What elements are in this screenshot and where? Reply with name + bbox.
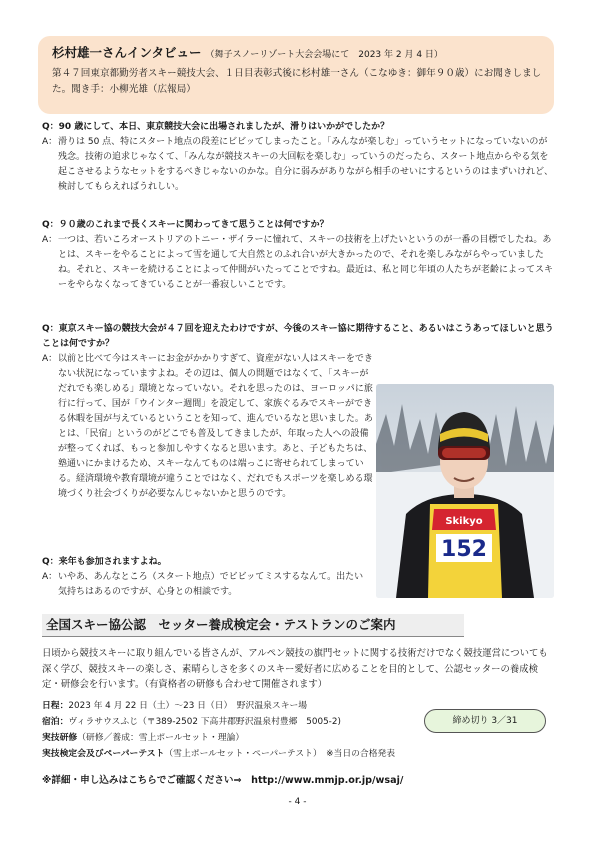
notice-venue-label: 宿泊： [42,717,69,727]
notice-venue-value: ヴィラサウスふじ（〒389-2502 下高井郡野沢温泉村豊郷 5005-2) [68,717,341,727]
bib-sponsor-text: Skikyo [445,516,483,527]
detail-link[interactable]: ※詳細・申し込みはこちらでご確認ください⇒ http://www.mmjp.or.jp/wsaj/ [42,775,404,786]
answer-4: いやあ、あんなところ（スタート地点）でビビッてミスするなんて。出たい気持ちはあるのですが、心身との相談です。 [58,572,364,597]
notice-exam-value: （雪上ポールセット・ペーパーテスト） ※当日の合格発表 [164,749,396,759]
interview-title-row [52,43,443,61]
page-number: - 4 - [288,797,307,807]
interview-subtitle: （舞子スノーリゾート大会会場にて 2023 年 2 月 4 日） [205,50,443,60]
skier-illustration [376,384,554,598]
answer-3: 以前と比べて今はスキーにお金がかかりすぎて、資産がない人はスキーをできない状況になっていますよね。その辺は、個人の問題ではなくて、「スキーがだれでも楽しめる」環境となっていない。それを思ったのは、ヨーロッパに旅行に行って、国が「ウインター週間」を設定して、家族ぐるみでスキーができる休暇を国が与えているということを知って、進んでいるなと思いました。あとは、「民宿」というのがどこでも普及してきましたが、年取った人への設備が整ってくれば、もっと参加しやすくなると思います。あと、子どもたちは、塾通いにかまけるため、スキーなんてものは端っこに寄せられてしまっている。経済環境や教育環境が違うことではなく、だれでもスポーツを楽しめる環境づくり社会づくりが必要なんじゃないかと思うのです。 [58,354,373,499]
notice-training-value: （研修／養成：雪上ポールセット・理論） [77,733,245,743]
answer-1: 滑りは 50 点、特にスタート地点の段差にビビッてしまったこと。「みんなが楽しむ」っていうセットになっていないのが残念。技術の追求じゃなくて、「みんなが競技スキーの大回転を楽しむ」っていうのだったら、スタート地点からやる気を起こさせるようなセットをするべきじゃないのかな。自分に弱みがありながら相手のせいにするというのはまずいけれど、検討してもらえればうれしい。 [58,137,554,192]
answer-2: 一つは、若いころオーストリアのトニー・ザイラーに憧れて、スキーの技術を上げたいというのが一番の目標でしたね。あとは、スキーをやることによって雪を通して大自然とのふれ合いが大きかったので、それを楽しみながらやっていましたね。それと、スキーを続けることによって仲間がいたってことですね。最近は、私と同じ年頃の人たちが老齢によってスキーをやらなくなってきていることが一番寂しいことです。 [58,235,554,290]
notice-body: 日頃から競技スキーに取り組んでいる皆さんが、アルペン競技の旗門セットに関する技術だけでなく競技運営についても深く学び、競技スキーの楽しさ、素晴らしさを多くのスキー愛好者に広めることを目的として、公認セッターの養成検定・研修会を行います。（有資格者の研修も合わせて開催されます） [42,648,548,690]
deadline-badge: 締め切り 3／31 [424,709,546,733]
interview-intro: 第４７回東京都勤労者スキー競技大会、１日目表彰式後に杉村雄一さん（こなゆき：御年９０歳）にお聞きしました。聞き手：小柳光雄（広報局） [52,68,542,95]
notice-title: 全国スキー協公認 セッター養成検定会・テストランのご案内 [42,614,464,637]
notice-date-value: 2023 年 4 月 22 日（土）～23 日（日） 野沢温泉スキー場 [68,701,308,711]
question-2: Q：９０歳のこれまで長くスキーに関わってきて思うことは何ですか？ [42,220,329,230]
qa-block-2 [42,218,554,293]
interview-title: 杉村雄一さんインタビュー [52,45,202,60]
answer-prefix: A： [42,235,58,245]
interview-header-banner [38,36,554,114]
question-1: Q：90 歳にして、本日、東京競技大会に出場されましたが、滑りはいかがでしたか？ [42,122,390,132]
qa-block-1 [42,120,554,195]
question-4: Q：来年も参加されますよね。 [42,557,167,567]
notice-date-label: 日程： [42,701,69,711]
notice-exam-label: 実技検定会及びペーパーテスト [42,749,165,759]
skier-photo [376,384,554,598]
answer-prefix: A： [42,572,58,582]
bib-number: 152 [441,537,487,562]
answer-prefix: A： [42,354,58,364]
notice-training-label: 実技研修 [42,733,78,743]
qa-block-4 [42,555,372,600]
notice-exam-row [42,746,554,762]
question-3: Q：東京スキー協の競技大会が４７回を迎えたわけですが、今後のスキー協に期待すること、あるいはこうあってほしいと思うことは何ですか？ [42,324,554,349]
answer-prefix: A： [42,137,58,147]
